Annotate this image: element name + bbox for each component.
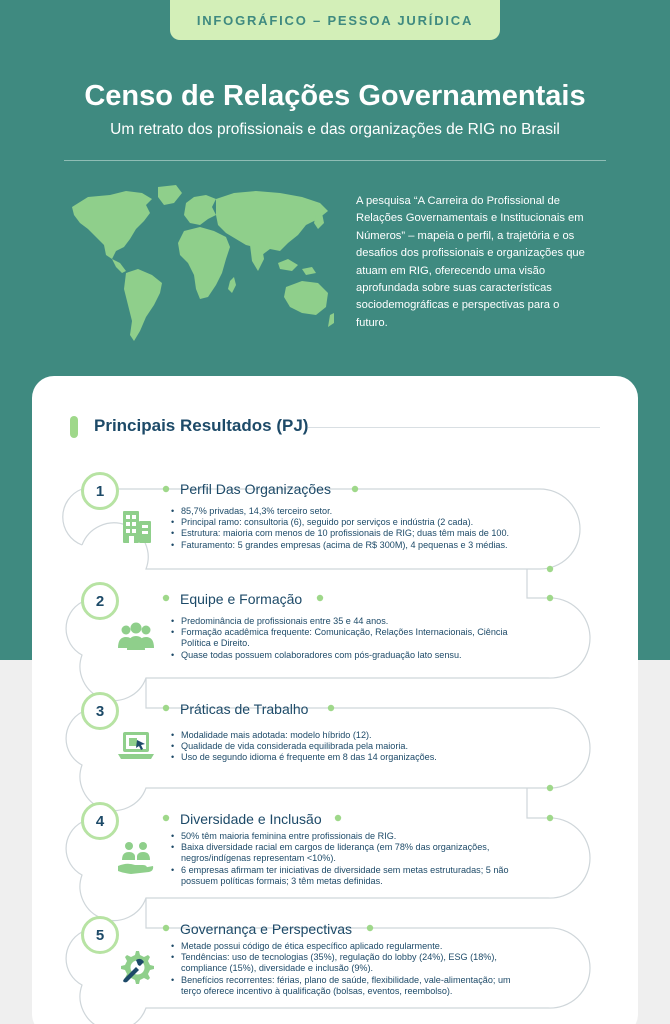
laptop-icon (117, 726, 155, 764)
step-title: Práticas de Trabalho (180, 701, 309, 717)
step-number: 1 (81, 472, 119, 510)
list-item: • Principal ramo: consultoria (6), seguido por serviços e indústria (2 cada). (170, 517, 530, 528)
step-title: Diversidade e Inclusão (180, 811, 322, 827)
list-item: • Uso de segundo idioma é frequente em 8 das 14 organizações. (170, 752, 530, 763)
step-bullets (170, 831, 530, 887)
list-item: • Faturamento: 5 grandes empresas (acima de R$ 300M), 4 pequenas e 3 médias. (170, 540, 530, 551)
list-item: • 50% têm maioria feminina entre profissionais de RIG. (170, 831, 530, 842)
list-item: • 6 empresas afirmam ter iniciativas de diversidade sem metas estruturadas; 5 não possuem políticas formais; 3 têm metas definidas. (170, 865, 530, 887)
list-item: • Baixa diversidade racial em cargos de liderança (em 78% das organizações, negros/indígenas representam <10%). (170, 842, 530, 864)
list-item: • Benefícios recorrentes: férias, plano de saúde, flexibilidade, vale-alimentação; um terço oferece incentivo à qualificação (bolsas, eventos, reembolso). (170, 975, 530, 997)
list-item: • Estrutura: maioria com menos de 10 profissionais de RIG; duas têm mais de 100. (170, 528, 530, 539)
step-title: Perfil Das Organizações (180, 481, 331, 497)
list-item: • Tendências: uso de tecnologias (35%), regulação do lobby (24%), ESG (18%), compliance (15%), diversidade e inclusão (9%). (170, 952, 530, 974)
step-bullets (170, 730, 530, 764)
step-bullets (170, 616, 530, 661)
intro-text: A pesquisa “A Carreira do Profissional de Relações Governamentais e Institucionais em Números” – mapeia o perfil, a trajetória e os desafios dos profissionais e organizações que atuam em RIG, oferecendo uma visão aprofundada sobre suas características sociodemográficas e perspectivas para o futuro. (356, 195, 585, 329)
list-item: • Qualidade de vida considerada equilibrada pela maioria. (170, 741, 530, 752)
step-number: 3 (81, 692, 119, 730)
list-item: • Formação acadêmica frequente: Comunicação, Relações Internacionais, Ciência Política e Direito. (170, 627, 530, 649)
step-number: 5 (81, 916, 119, 954)
step-bullets (170, 941, 530, 997)
infographic-tag: INFOGRÁFICO – PESSOA JURÍDICA (170, 0, 500, 40)
list-item: • 85,7% privadas, 14,3% terceiro setor. (170, 506, 530, 517)
page-subtitle: Um retrato dos profissionais e das organizações de RIG no Brasil (110, 121, 560, 138)
list-item: • Predominância de profissionais entre 35 e 44 anos. (170, 616, 530, 627)
team-icon (117, 618, 155, 656)
list-item: • Metade possui código de ética específico aplicado regularmente. (170, 941, 530, 952)
tools-icon (117, 948, 155, 986)
step-title: Equipe e Formação (180, 591, 303, 607)
building-icon (117, 507, 155, 545)
diversity-icon (117, 838, 155, 876)
step-bullets (170, 506, 530, 551)
page-title: Censo de Relações Governamentais (84, 80, 586, 112)
step-title: Governança e Perspectivas (180, 921, 352, 937)
results-title: Principais Resultados (PJ) (94, 416, 309, 435)
list-item: • Modalidade mais adotada: modelo híbrido (12). (170, 730, 530, 741)
step-number: 4 (81, 802, 119, 840)
step-number: 2 (81, 582, 119, 620)
list-item: • Quase todas possuem colaboradores com pós-graduação lato sensu. (170, 650, 530, 661)
